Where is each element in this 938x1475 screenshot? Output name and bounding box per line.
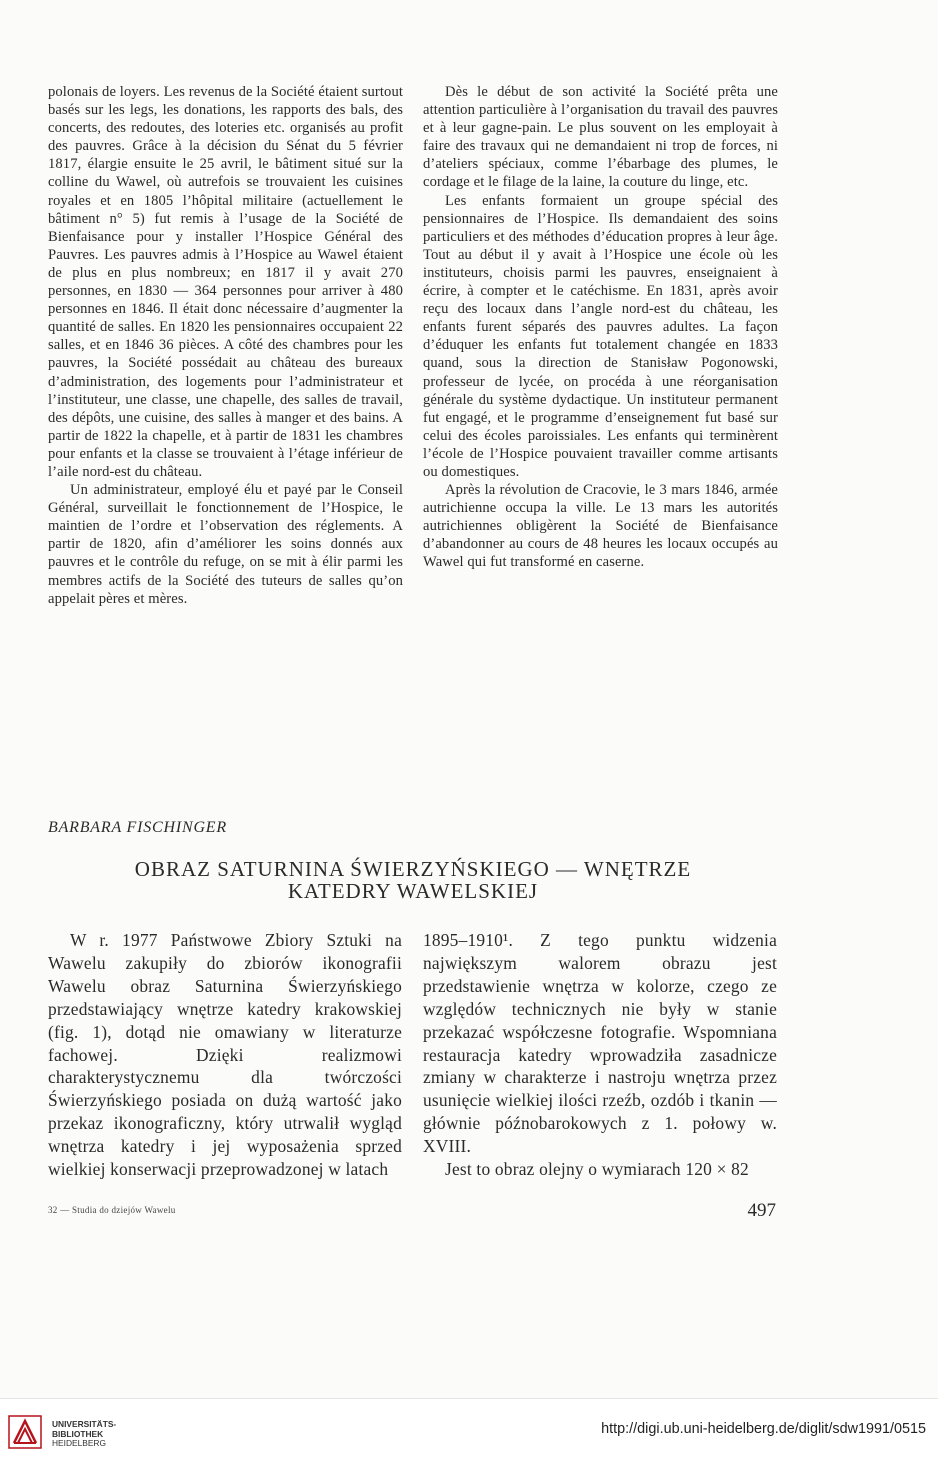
article-author: BARBARA FISCHINGER [48, 819, 227, 836]
logo-line-1: UNIVERSITÄTS- [52, 1419, 117, 1429]
paragraph: 1895–1910¹. Z tego punktu widzenia największym walorem obrazu jest przedstawienie wnętrza w kolorze, czego ze względów technicznych nie były w stanie przekazać współczesne fotografie. Wspomniana restauracja katedry wprowadziła zasadnicze zmiany w charakterze i nastroju wnętrza przez usunięcie wielkiej ilości rzeźb, ozdób i tkanin — głównie późnobarokowych z 1. połowy w. XVIII. [423, 930, 777, 1157]
logo-line-3: HEIDELBERG [52, 1438, 106, 1449]
paragraph: W r. 1977 Państwowe Zbiory Sztuki na Wawelu zakupiły do zbiorów ikonografii Wawelu obraz Saturnina Świerzyńskiego przedstawiający wnętrze katedry krakowskiej (fig. 1), dotąd nie omawiany w literaturze fachowej. Dzięki realizmowi charakterystycznemu dla twórczości Świerzyńskiego posiada on dużą wartość jako przekaz ikonograficzny, który utrwalił wygląd wnętrza katedry i jej wyposażenia sprzed wielkiej konserwacji przeprowadzonej w latach [48, 930, 402, 1180]
paragraph: Jest to obraz olejny o wymiarach 120 × 82 [445, 1159, 749, 1180]
library-logo-text [52, 1420, 116, 1449]
footer-note: 32 — Studia do dziejów Wawelu [48, 1205, 176, 1215]
library-logo-icon [8, 1415, 42, 1449]
paragraph: Un administrateur, employé élu et payé par le Conseil Général, surveillait le fonctionnement de l’Hospice, le maintien de l’ordre et l’observation des réglements. A partir de 1820, afin d’améliorer les soins donnés aux pauvres et le contrôle du refuge, on se mit à élir parmi les membres actifs de la Société des tuteurs de salles qu’on appelait pères et mères. [48, 482, 403, 607]
article-text-right-column [423, 929, 777, 1181]
article-title [48, 858, 778, 902]
paragraph: Dès le début de son activité la Société prêta une attention particulière à l’organisation du travail des pauvres et à leur gagne-pain. Le plus souvent on les employait à faire des travaux qui ne demandaient ni trop de forces, ni d’ateliers spéciaux, comme l’ébarbage des plumes, le cordage et le filage de la laine, la couture du linge, etc. [423, 84, 778, 191]
paragraph: Après la révolution de Cracovie, le 3 mars 1846, armée autrichienne occupa la ville. Le 13 mars les autorités autrichiennes obligèrent la Société de Bienfaisance d’abandonner au cours de 48 heures les locaux occupés au Wawel qui fut transformé en caserne. [423, 482, 778, 571]
article-text-left-column [48, 929, 402, 1181]
logo-line-2: BIBLIOTHEK [52, 1428, 104, 1439]
french-text-left-column [48, 83, 403, 608]
paragraph: Les enfants formaient un groupe spécial des pensionnaires de l’Hospice. Ils demandaient des soins particuliers et des méthodes d’éducation propres à leur âge. Tout au début il y avait à l’Hospice une école où les instituteurs, choisis parmi les pauvres, enseignaient à écrire, à compter et le catéchisme. En 1831, après avoir reçu des locaux dans l’angle nord-est du château, les enfants furent séparés des pauvres adultes. La façon d’éduquer les enfants fut totalement changée en 1833 quand, sous la direction de Stanisław Pogonowski, professeur de lycée, on procéda à une réorganisation générale du système dydactique. Un instituteur permanent fut engagé, et le programme d’enseignement fut basé sur celui des écoles paroissiales. Les enfants qui terminèrent l’école de l’Hospice pouvaient travailler comme artisants ou domestiques. [423, 192, 778, 480]
paragraph: polonais de loyers. Les revenus de la Société étaient surtout basés sur les legs, les donations, les rapports des bals, des concerts, des redoutes, des loteries etc. organisés au profit des pauvres. Grâce à la décision du Sénat du 5 février 1817, élargie ensuite le 25 avril, le bâtiment situé sur la colline du Wawel, où autrefois se trouvaient les cuisines royales et en 1805 l’hôpital militaire (actuellement le bâtiment n° 5) fut remis à l’usage de la Société de Bienfaisance pour y installer l’Hospice Général des Pauvres. Les pauvres admis à l’Hospice au Wawel étaient de plus en plus nombreux; en 1817 il y avait 270 personnes, en 1830 — 364 personnes pour arriver à 480 personnes en 1846. Il était donc nécessaire d’augmenter la quantité de salles. En 1820 les pensionnaires occupaient 22 salles, et en 1846 36 pièces. A côté des chambres pour les pauvres, la Société possédait au château des bureaux d’administration, des logements pour l’administrateur et l’instituteur, une classe, une chapelle, des salles de travail, des dépôts, une cuisine, des salles à manger et des bains. A partir de 1822 la chapelle, et à partir de 1831 les chambres pour enfants et la classe se trouvaient à l’étage inférieur de l’aile nord-est du château. [48, 84, 403, 480]
article-title-line-1: OBRAZ SATURNINA ŚWIERZYŃSKIEGO — WNĘTRZE [134, 857, 692, 881]
article-title-line-2: KATEDRY WAWELSKIEJ [287, 879, 539, 903]
library-bar [0, 1398, 938, 1475]
permalink-url[interactable]: http://digi.ub.uni-heidelberg.de/diglit/sdw1991/0515 [601, 1421, 926, 1437]
french-text-right-column [423, 83, 778, 572]
page-number: 497 [747, 1200, 776, 1221]
